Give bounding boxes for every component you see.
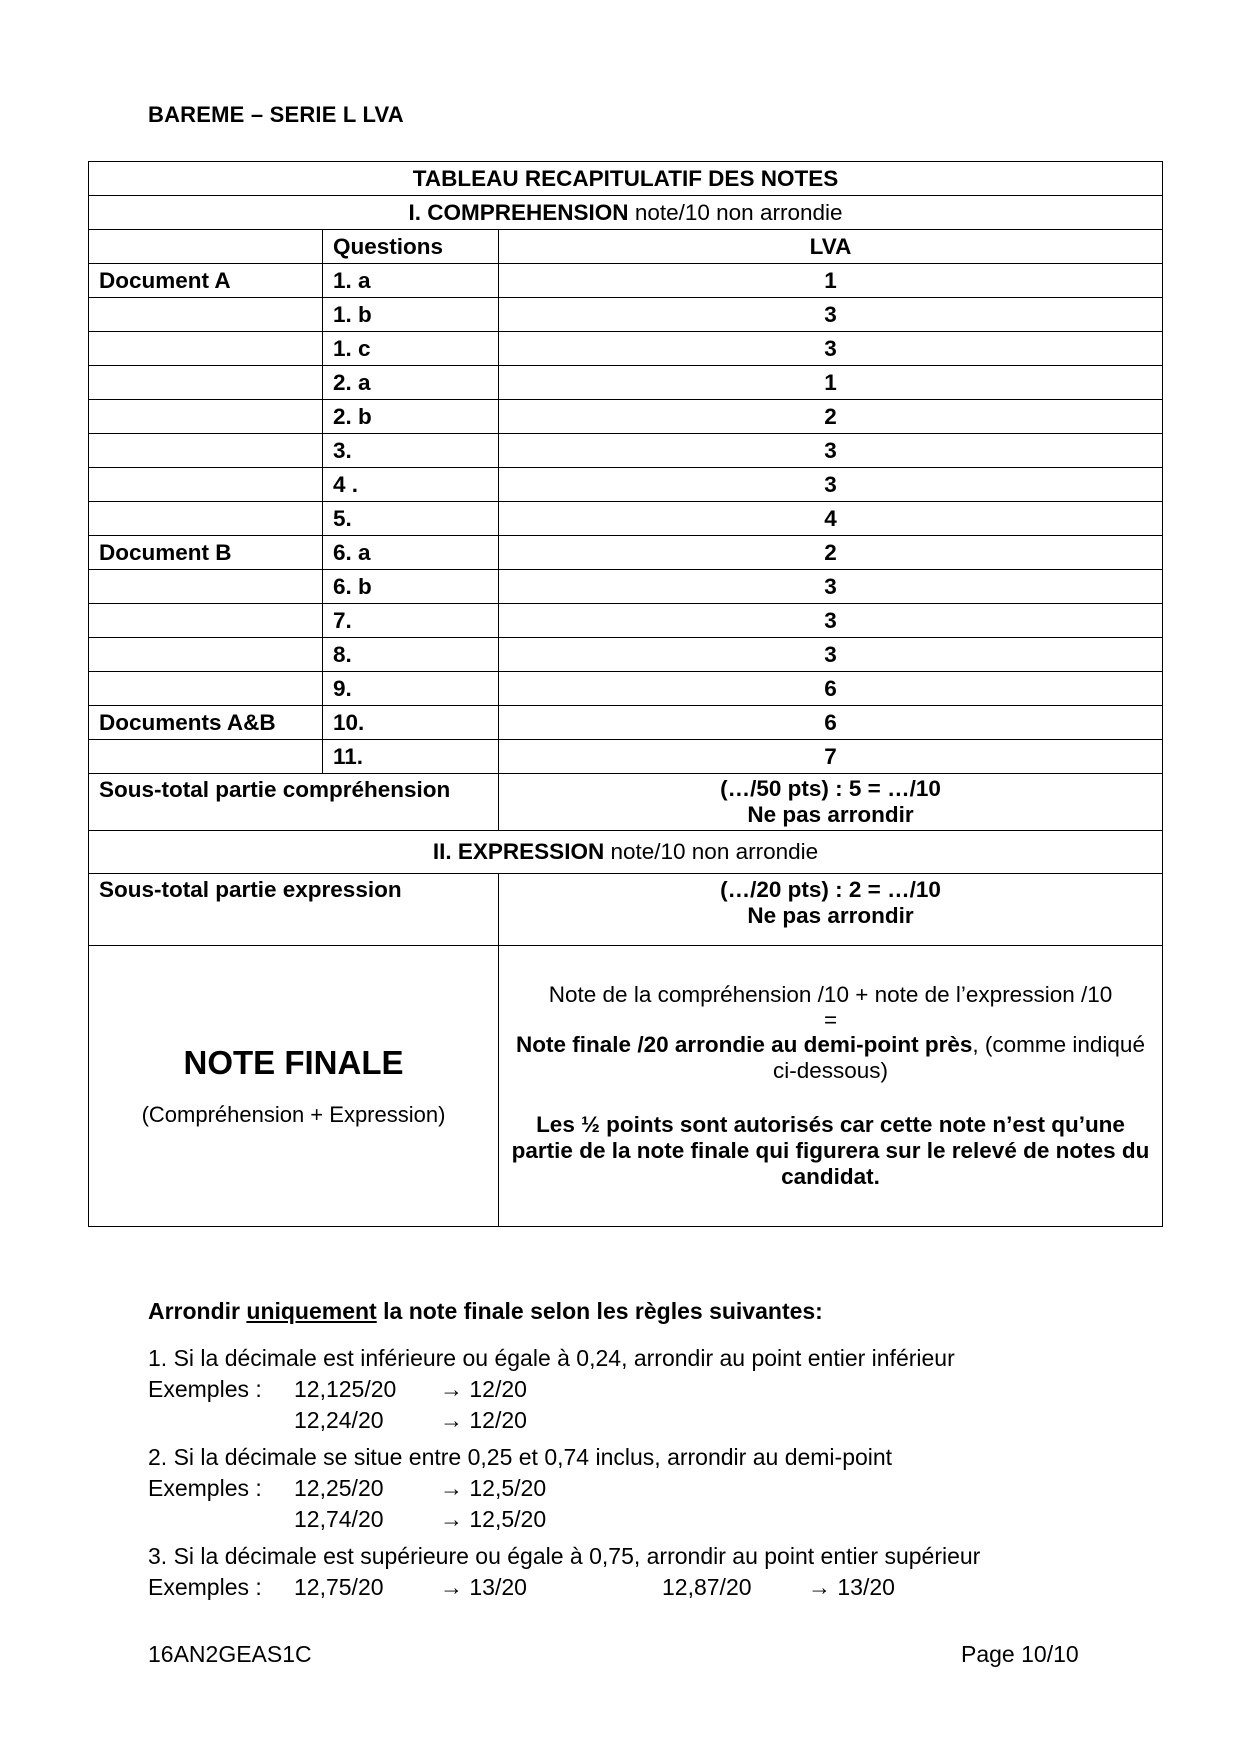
lva-points-cell: 3 bbox=[499, 468, 1163, 502]
table-row bbox=[89, 672, 1163, 706]
lva-header: LVA bbox=[499, 230, 1163, 264]
final-title: NOTE FINALE bbox=[183, 1044, 404, 1081]
question-cell: 1. a bbox=[323, 264, 499, 298]
table-row bbox=[89, 502, 1163, 536]
table-row bbox=[89, 264, 1163, 298]
page-number: Page 10/10 bbox=[961, 1641, 1079, 1667]
document-cell bbox=[89, 332, 323, 366]
final-line2 bbox=[509, 1032, 1152, 1084]
lva-points-cell: 1 bbox=[499, 264, 1163, 298]
example-to: → 13/20 bbox=[440, 1574, 527, 1600]
final-subtitle: (Compréhension + Expression) bbox=[141, 1102, 446, 1127]
final-equals: = bbox=[823, 1007, 838, 1032]
recap-table bbox=[88, 161, 1163, 1227]
column-header-row bbox=[89, 230, 1163, 264]
lva-points-cell: 2 bbox=[499, 536, 1163, 570]
rules-heading-post: la note finale selon les règles suivantes: bbox=[376, 1298, 823, 1324]
rule-3 bbox=[148, 1541, 980, 1603]
question-cell: 1. b bbox=[323, 298, 499, 332]
final-label-cell bbox=[89, 946, 499, 1227]
final-line2-bold: Note finale /20 arrondie au demi-point près bbox=[516, 1032, 973, 1057]
table-title-row bbox=[89, 162, 1163, 196]
example-to: → 12/20 bbox=[440, 1407, 527, 1433]
section1-row bbox=[89, 196, 1163, 230]
section2-row bbox=[89, 831, 1163, 874]
questions-header: Questions bbox=[323, 230, 499, 264]
example-row bbox=[148, 1572, 980, 1603]
rules-heading-pre: Arrondir bbox=[148, 1298, 247, 1324]
lva-points-cell: 6 bbox=[499, 672, 1163, 706]
document-cell: Document A bbox=[89, 264, 323, 298]
table-row bbox=[89, 366, 1163, 400]
examples-label: Exemples : bbox=[148, 1475, 262, 1501]
rule-text: 3. Si la décimale est supérieure ou égale à 0,75, arrondir au point entier supérieur bbox=[148, 1543, 981, 1569]
document-cell bbox=[89, 468, 323, 502]
section2-note: note/10 non arrondie bbox=[610, 839, 819, 864]
lva-points-cell: 3 bbox=[499, 638, 1163, 672]
subtotal-expression-value bbox=[499, 874, 1163, 946]
subtotal-expression-label: Sous-total partie expression bbox=[89, 874, 499, 946]
lva-points-cell: 4 bbox=[499, 502, 1163, 536]
question-cell: 3. bbox=[323, 434, 499, 468]
section1-note: note/10 non arrondie bbox=[634, 199, 843, 225]
example-row bbox=[148, 1374, 980, 1405]
lva-points-cell: 3 bbox=[499, 332, 1163, 366]
example-from: 12,24/20 bbox=[294, 1407, 384, 1433]
question-cell: 2. b bbox=[323, 400, 499, 434]
subtotal-expression-row bbox=[89, 874, 1163, 946]
table-row bbox=[89, 604, 1163, 638]
rule-2 bbox=[148, 1442, 980, 1535]
question-cell: 10. bbox=[323, 706, 499, 740]
question-cell: 5. bbox=[323, 502, 499, 536]
example-from: 12,75/20 bbox=[294, 1574, 384, 1600]
lva-points-cell: 3 bbox=[499, 570, 1163, 604]
table-row bbox=[89, 638, 1163, 672]
document-cell bbox=[89, 298, 323, 332]
table-row bbox=[89, 332, 1163, 366]
table-row bbox=[89, 400, 1163, 434]
section2-label: II. EXPRESSION bbox=[432, 839, 605, 864]
table-row bbox=[89, 298, 1163, 332]
empty-header-cell bbox=[89, 230, 323, 264]
table-row bbox=[89, 706, 1163, 740]
lva-points-cell: 3 bbox=[499, 298, 1163, 332]
example-from: 12,74/20 bbox=[294, 1506, 384, 1532]
rule-text: 1. Si la décimale est inférieure ou égale à 0,24, arrondir au point entier inférieur bbox=[148, 1345, 955, 1371]
document-cell bbox=[89, 740, 323, 774]
rules-heading-underlined: uniquement bbox=[246, 1298, 377, 1324]
question-cell: 8. bbox=[323, 638, 499, 672]
subtotal-expression-formula: (…/20 pts) : 2 = …/10 bbox=[720, 877, 941, 902]
lva-points-cell: 7 bbox=[499, 740, 1163, 774]
question-cell: 6. a bbox=[323, 536, 499, 570]
table-title: TABLEAU RECAPITULATIF DES NOTES bbox=[89, 162, 1163, 196]
question-cell: 9. bbox=[323, 672, 499, 706]
example-row bbox=[148, 1504, 980, 1535]
document-cell bbox=[89, 366, 323, 400]
rounding-rules bbox=[148, 1296, 980, 1609]
document-cell bbox=[89, 672, 323, 706]
rules-heading bbox=[148, 1296, 980, 1327]
question-cell: 11. bbox=[323, 740, 499, 774]
document-code: 16AN2GEAS1C bbox=[148, 1641, 312, 1667]
table-row bbox=[89, 570, 1163, 604]
example-from: 12,25/20 bbox=[294, 1475, 384, 1501]
example-to: → 12,5/20 bbox=[440, 1506, 547, 1532]
examples-label: Exemples : bbox=[148, 1574, 262, 1600]
question-cell: 7. bbox=[323, 604, 499, 638]
table-row bbox=[89, 468, 1163, 502]
examples-label: Exemples : bbox=[148, 1376, 262, 1402]
table-row bbox=[89, 536, 1163, 570]
final-row bbox=[89, 946, 1163, 1227]
subtotal-comprehension-row bbox=[89, 774, 1163, 831]
lva-points-cell: 3 bbox=[499, 604, 1163, 638]
example-from: 12,125/20 bbox=[294, 1376, 397, 1402]
table-row bbox=[89, 740, 1163, 774]
subtotal-comprehension-formula: (…/50 pts) : 5 = …/10 bbox=[720, 776, 941, 801]
example-from-2: 12,87/20 bbox=[662, 1574, 752, 1600]
document-cell: Documents A&B bbox=[89, 706, 323, 740]
page-title: BAREME – SERIE L LVA bbox=[148, 102, 404, 127]
rule-1 bbox=[148, 1343, 980, 1436]
example-to: → 12,5/20 bbox=[440, 1475, 547, 1501]
question-cell: 6. b bbox=[323, 570, 499, 604]
document-cell: Document B bbox=[89, 536, 323, 570]
subtotal-comprehension-label: Sous-total partie compréhension bbox=[89, 774, 499, 831]
question-cell: 2. a bbox=[323, 366, 499, 400]
subtotal-comprehension-value bbox=[499, 774, 1163, 831]
document-cell bbox=[89, 570, 323, 604]
subtotal-comprehension-note: Ne pas arrondir bbox=[747, 802, 914, 827]
section2-header bbox=[89, 831, 1163, 874]
table-row bbox=[89, 434, 1163, 468]
section1-label: I. COMPREHENSION bbox=[408, 199, 629, 225]
lva-points-cell: 3 bbox=[499, 434, 1163, 468]
subtotal-expression-note: Ne pas arrondir bbox=[747, 903, 914, 928]
question-cell: 4 . bbox=[323, 468, 499, 502]
score-rows bbox=[89, 264, 1163, 774]
document-cell bbox=[89, 604, 323, 638]
example-to: → 12/20 bbox=[440, 1376, 527, 1402]
section1-header bbox=[89, 196, 1163, 230]
lva-points-cell: 6 bbox=[499, 706, 1163, 740]
lva-points-cell: 2 bbox=[499, 400, 1163, 434]
example-to-2: → 13/20 bbox=[808, 1574, 895, 1600]
final-line2-rest: , (comme indiqué ci-dessous) bbox=[772, 1032, 1145, 1083]
final-line1: Note de la compréhension /10 + note de l’expression /10 bbox=[548, 982, 1113, 1007]
example-row bbox=[148, 1473, 980, 1504]
final-description-cell bbox=[499, 946, 1163, 1227]
document-cell bbox=[89, 400, 323, 434]
document-cell bbox=[89, 638, 323, 672]
question-cell: 1. c bbox=[323, 332, 499, 366]
final-line3: Les ½ points sont autorisés car cette note n’est qu’une partie de la note finale qui figurera sur le relevé de notes du candidat. bbox=[511, 1112, 1150, 1189]
document-cell bbox=[89, 434, 323, 468]
lva-points-cell: 1 bbox=[499, 366, 1163, 400]
document-cell bbox=[89, 502, 323, 536]
rule-text: 2. Si la décimale se situe entre 0,25 et 0,74 inclus, arrondir au demi-point bbox=[148, 1444, 893, 1470]
example-row bbox=[148, 1405, 980, 1436]
